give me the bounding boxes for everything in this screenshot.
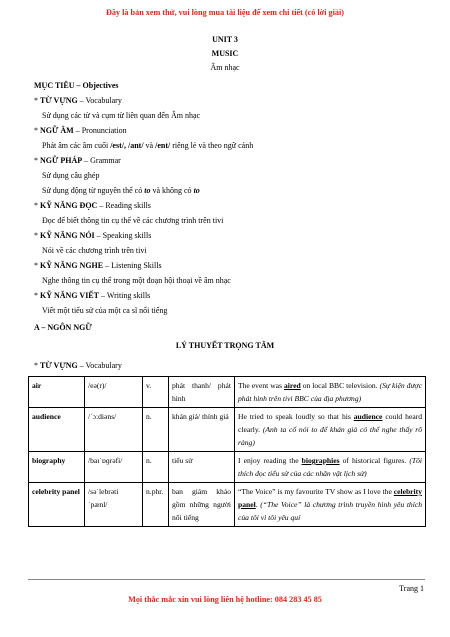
objective-pronunciation: * NGỮ ÂM – Pronunciation xyxy=(34,126,127,135)
vocab-pos: n. xyxy=(143,452,169,483)
objective-vocabulary: * TỪ VỰNG – Vocabulary xyxy=(34,96,122,105)
objective-pronunciation-desc: Phát âm các âm cuối /est/, /ant/ và /ent/ riêng lẻ và theo ngữ cảnh xyxy=(42,141,254,150)
vocab-word: biography xyxy=(29,452,85,483)
vocab-ipa: /ˈɔːdiəns/ xyxy=(85,408,143,452)
vocab-word: celebrity panel xyxy=(29,483,85,527)
vocab-word: air xyxy=(29,377,85,408)
objective-writing-desc: Viết một tiểu sử của một ca sĩ nổi tiếng xyxy=(42,306,168,315)
vocab-pos: v. xyxy=(143,377,169,408)
vocab-example: He tried to speak loudly so that his audience could heard clearly. (Anh ta cố nói to để khán giả có thể nghe thấy rõ ràng) xyxy=(235,408,426,452)
unit-title: UNIT 3 xyxy=(212,35,238,44)
objective-listening-desc: Nghe thông tin cụ thể trong một đoạn hội thoại về âm nhạc xyxy=(42,276,231,285)
preview-banner: Đây là bản xem thử, vui lòng mua tài liệu để xem chi tiết (có lời giải) xyxy=(105,8,344,17)
footer-divider xyxy=(28,579,425,580)
objectives-heading: MỤC TIÊU – Objectives xyxy=(34,81,119,90)
objective-vocabulary-desc: Sử dụng các từ và cụm từ liên quan đến Âm nhạc xyxy=(42,111,201,120)
page-number: Trang 1 xyxy=(399,584,424,593)
vocab-meaning: tiểu sử xyxy=(169,452,235,483)
objective-speaking: * KỸ NĂNG NÓI – Speaking skills xyxy=(34,231,152,240)
objective-grammar-desc: Sử dụng câu ghép xyxy=(42,171,100,180)
vocab-meaning: phát thanh/ phát hình xyxy=(169,377,235,408)
topic-vietnamese: Âm nhạc xyxy=(210,63,240,72)
vocab-meaning: khán giả/ thính giả xyxy=(169,408,235,452)
vocabulary-table xyxy=(28,376,426,527)
vocab-word: audience xyxy=(29,408,85,452)
hotline-banner: Mọi thắc mắc xin vui lòng liên hệ hotline: 084 283 45 85 xyxy=(128,595,322,604)
vocab-example: “The Voice” is my favourite TV show as I love the celebrity panel. (“The Voice” là chương trình truyền hình yêu thích của tôi vì tôi yêu quí xyxy=(235,483,426,527)
table-row xyxy=(29,377,426,408)
section-a-heading: A – NGÔN NGỮ xyxy=(34,323,92,332)
vocab-heading: * TỪ VỰNG – Vocabulary xyxy=(34,361,122,370)
vocab-ipa: /eə(r)/ xyxy=(85,377,143,408)
objective-writing: * KỸ NĂNG VIẾT – Writing skills xyxy=(34,291,151,300)
vocab-pos: n. xyxy=(143,408,169,452)
objective-reading: * KỸ NĂNG ĐỌC – Reading skills xyxy=(34,201,151,210)
objective-grammar-desc-2: Sử dụng động từ nguyên thể có to và không có to xyxy=(42,186,200,195)
vocab-pos: n.phr. xyxy=(143,483,169,527)
vocab-ipa: /baɪˈɒɡrəfi/ xyxy=(85,452,143,483)
objective-listening: * KỸ NĂNG NGHE – Listening Skills xyxy=(34,261,162,270)
objective-grammar: * NGỮ PHÁP – Grammar xyxy=(34,156,121,165)
vocab-example: The event was aired on local BBC television. (Sự kiện được phát hình trên tivi BBC của địa phương) xyxy=(235,377,426,408)
table-row xyxy=(29,408,426,452)
topic-title: MUSIC xyxy=(211,49,239,58)
theory-heading: LÝ THUYẾT TRỌNG TÂM xyxy=(175,341,275,350)
vocab-meaning: ban giám khảo gồm những người nổi tiếng xyxy=(169,483,235,527)
vocab-example: I enjoy reading the biographies of historical figures. (Tôi thích đọc tiểu sử của các nhân vật lịch sử) xyxy=(235,452,426,483)
objective-reading-desc: Đọc để biết thông tin cụ thể về các chương trình trên tivi xyxy=(42,216,224,225)
table-row xyxy=(29,483,426,527)
table-row xyxy=(29,452,426,483)
vocab-ipa: /səˈlebrəti ˈpænl/ xyxy=(85,483,143,527)
objective-speaking-desc: Nói về các chương trình trên tivi xyxy=(42,246,147,255)
